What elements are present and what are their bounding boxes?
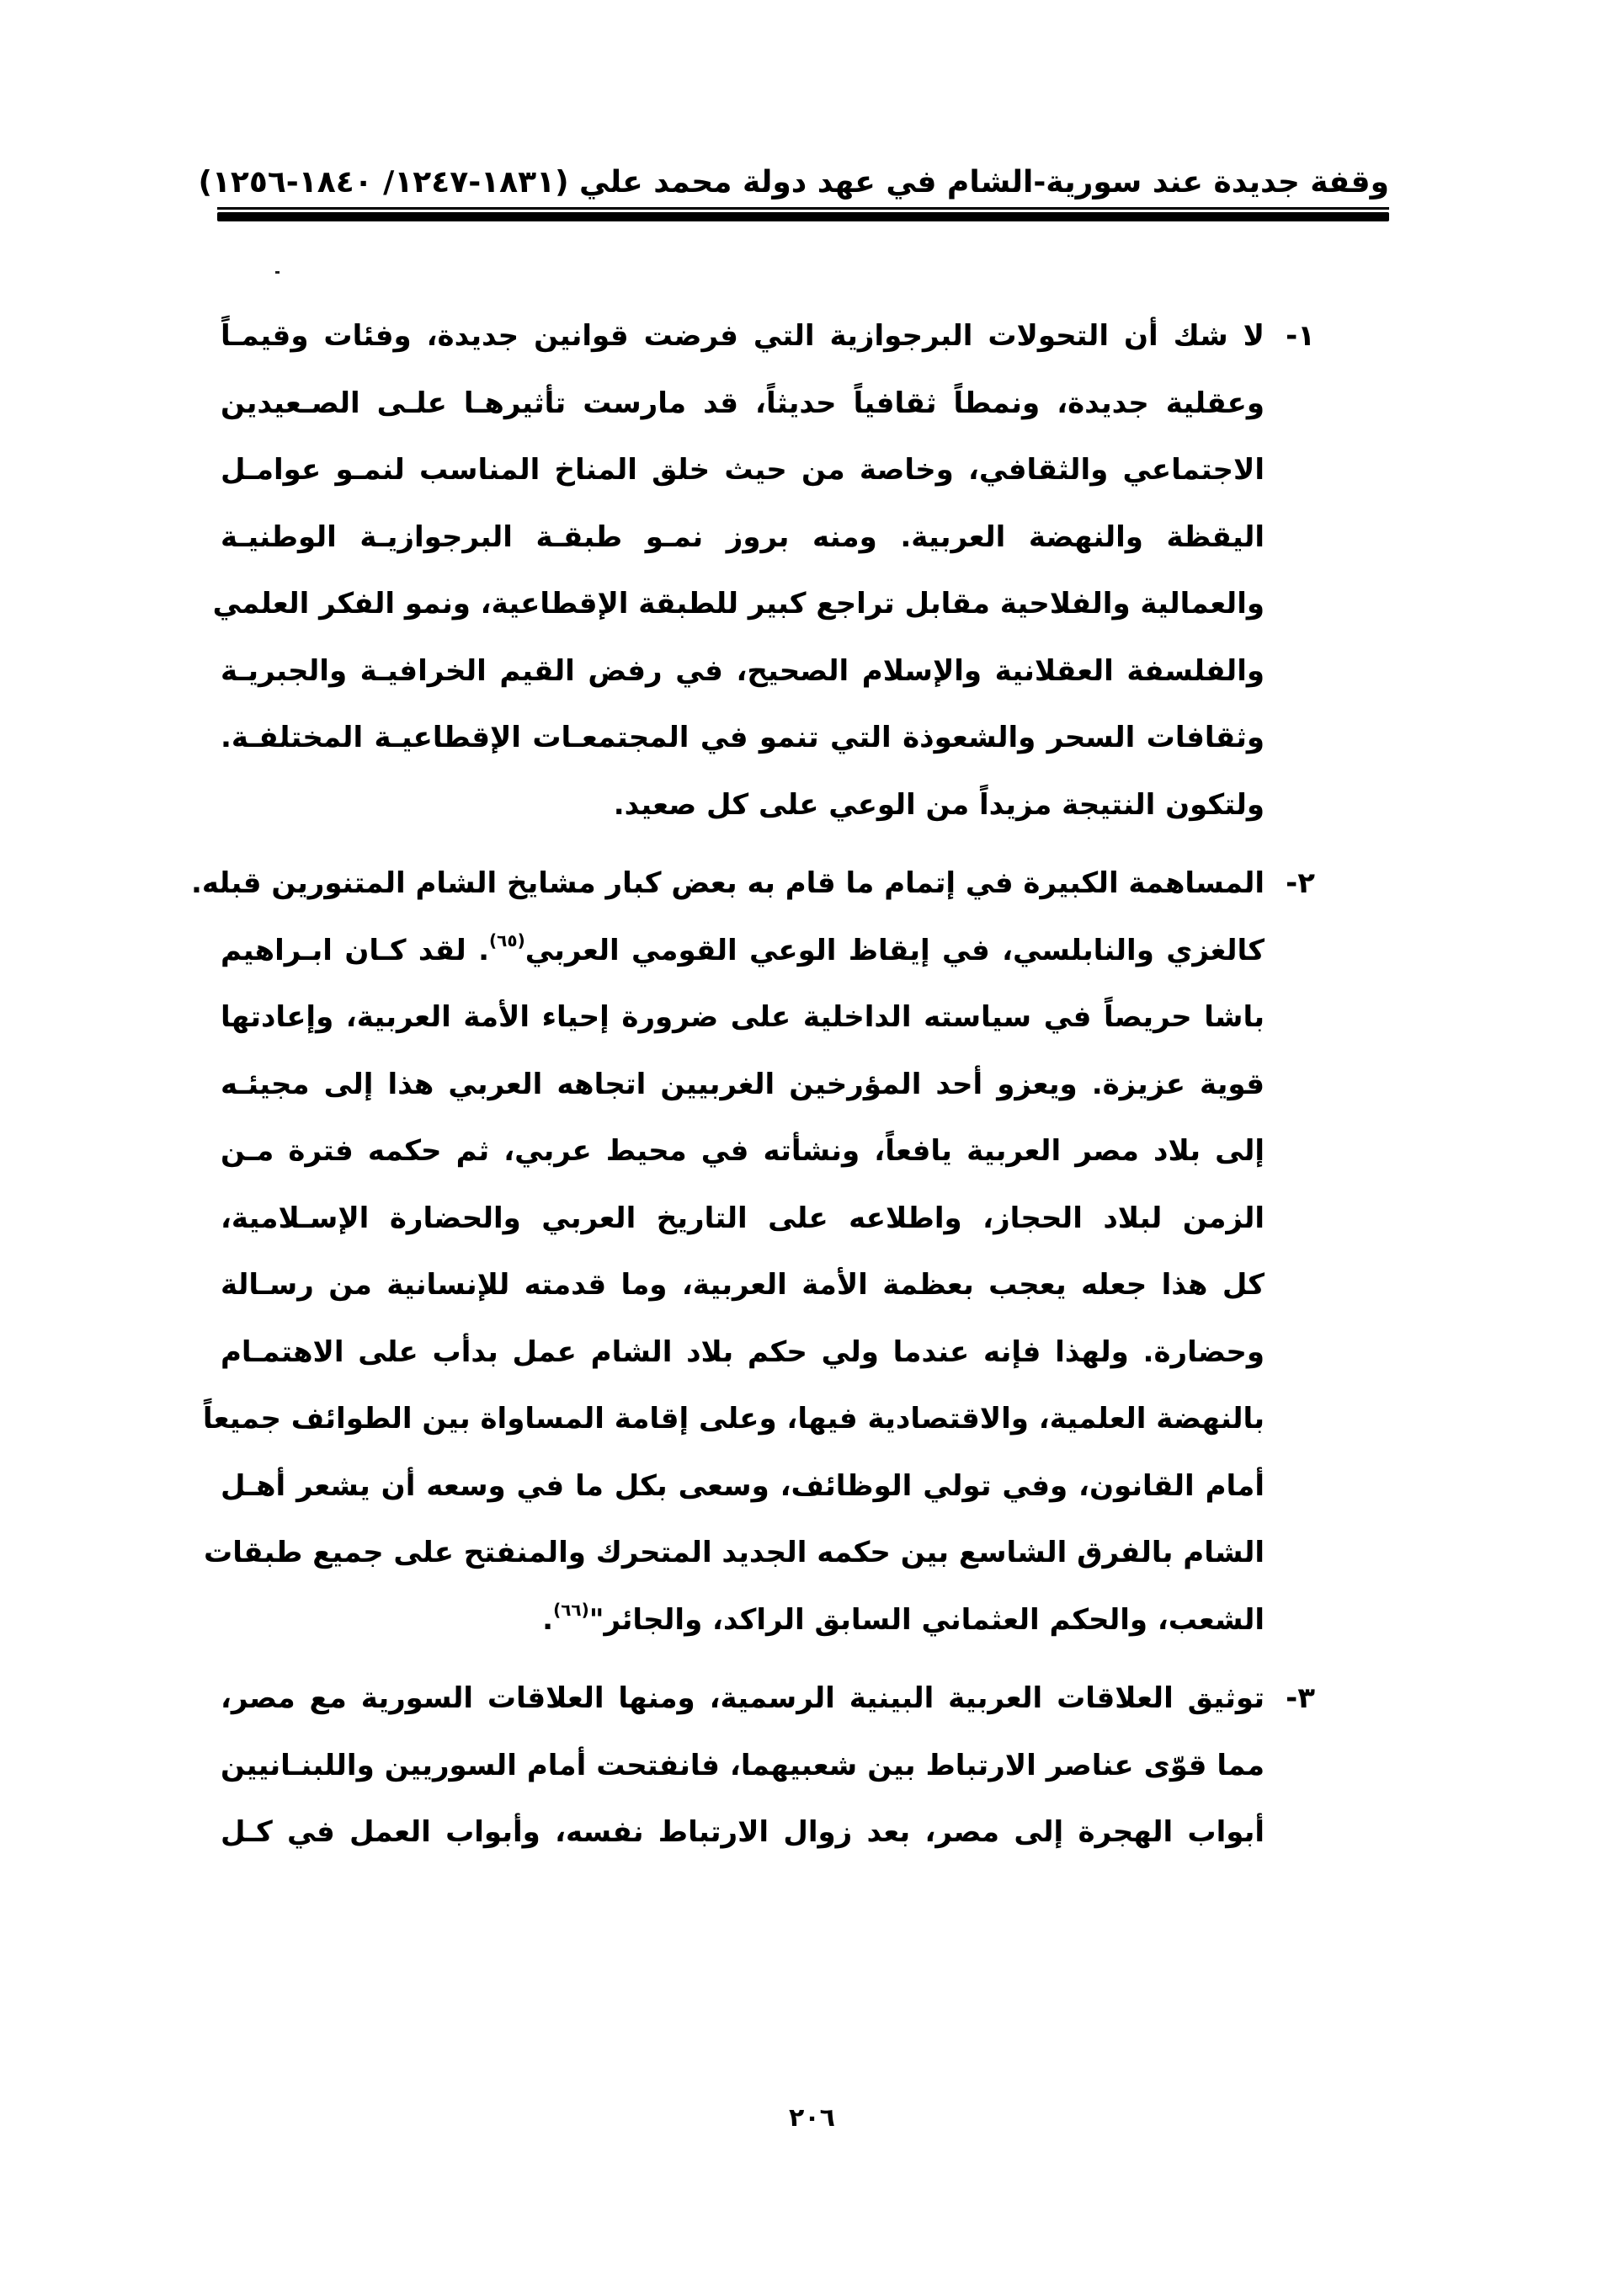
list-item-2 xyxy=(191,850,1315,1654)
text-line: لا شك أن التحولات البرجوازية التي فرضت قوانين جديدة، وفئات وقيمـاً xyxy=(221,319,1265,353)
header-rule xyxy=(217,207,1389,221)
text-line: وحضارة. ولهذا فإنه عندما ولي حكم بلاد الشام عمل بدأب على الاهتمـام xyxy=(221,1334,1265,1369)
text-line: مما قوّى عناصر الارتباط بين شعبيهما، فانفتحت أمام السوريين واللبنـانيين xyxy=(221,1748,1265,1782)
page-number: ٢٠٦ xyxy=(789,2103,835,2133)
list-item-1 xyxy=(212,303,1315,839)
text-line: باشا حريصاً في سياسته الداخلية على ضرورة إحياء الأمة العربية، وإعادتها xyxy=(221,1000,1265,1034)
list-item-3 xyxy=(221,1665,1315,1867)
text-line: الشعب، والحكم العثماني السابق الراكد، والجائر"$^{(٦٦)}$. xyxy=(542,1599,1265,1637)
text-line: كل هذا جعله يعجب بعظمة الأمة العربية، وما قدمته للإنسانية من رسـالة xyxy=(221,1268,1265,1302)
text-line: قوية عزيزة. ويعزو أحد المؤرخين الغربيين اتجاهه العربي هذا إلى مجيئـه xyxy=(221,1067,1265,1101)
text-line: والفلسفة العقلانية والإسلام الصحيح، في رفض القيم الخرافيـة والجبريـة xyxy=(221,653,1265,688)
text-line: أمام القانون، وفي تولي الوظائف، وسعى بكل ما في وسعه أن يشعر أهـل xyxy=(221,1468,1265,1503)
text-line: اليقظة والنهضة العربية. ومنه بروز نمـو طبقـة البرجوازيـة الوطنيـة xyxy=(221,519,1265,554)
text-line: أبواب الهجرة إلى مصر، بعد زوال الارتباط نفسه، وأبواب العمل في كـل xyxy=(221,1815,1265,1849)
text-line: الزمن لبلاد الحجاز، واطلاعه على التاريخ العربي والحضارة الإسـلامية، xyxy=(221,1201,1265,1235)
text-line: الاجتماعي والثقافي، وخاصة من حيث خلق المناخ المناسب لنمـو عوامـل xyxy=(221,453,1265,487)
text-line: ولتكون النتيجة مزيداً من الوعي على كل صعيد. xyxy=(613,787,1265,822)
footnote-ref-65[interactable]: (٦٥) xyxy=(489,930,525,951)
running-header xyxy=(198,162,1389,221)
text-line: والعمالية والفلاحية مقابل تراجع كبير للطبقة الإقطاعية، ونمو الفكر العلمي xyxy=(212,587,1265,621)
text-line: إلى بلاد مصر العربية يافعاً، ونشأته في محيط عربي، ثم حكمه فترة مـن xyxy=(221,1134,1265,1168)
text-line: وثقافات السحر والشعوذة التي تنمو في المجتمعـات الإقطاعيـة المختلفـة. xyxy=(221,721,1265,754)
text-line: توثيق العلاقات العربية البينية الرسمية، ومنها العلاقات السورية مع مصر، xyxy=(221,1681,1265,1715)
body-text xyxy=(191,303,1315,1878)
text-line: بالنهضة العلمية، والاقتصادية فيها، وعلى إقامة المساواة بين الطوائف جميعاً xyxy=(202,1402,1265,1436)
footnote-ref-66[interactable]: (٦٦) xyxy=(553,1599,589,1620)
item-number: ١- xyxy=(1286,319,1315,353)
item-number: ٣- xyxy=(1286,1681,1315,1715)
text-line: كالغزي والنابلسي، في إيقاظ الوعي القومي العربي$^{(٦٥)}$. لقد كـان ابـراهيم xyxy=(221,930,1265,967)
text-line: الشام بالفرق الشاسع بين حكمه الجديد المتحرك والمنفتح على جميع طبقات xyxy=(204,1536,1265,1569)
text-line: وعقلية جديدة، ونمطاً ثقافياً حديثاً، قد مارست تأثيرهـا علـى الصـعيدين xyxy=(221,386,1265,420)
running-header-title: وقفة جديدة عند سورية-الشام في عهد دولة محمد علي (١٨٣١-١٢٤٧/ ١٨٤٠-١٢٥٦) xyxy=(198,165,1389,200)
item-number: ٢- xyxy=(1286,866,1315,900)
text-line: المساهمة الكبيرة في إتمام ما قام به بعض كبار مشايخ الشام المتنورين قبله. xyxy=(191,866,1265,900)
scan-speck xyxy=(275,271,280,274)
